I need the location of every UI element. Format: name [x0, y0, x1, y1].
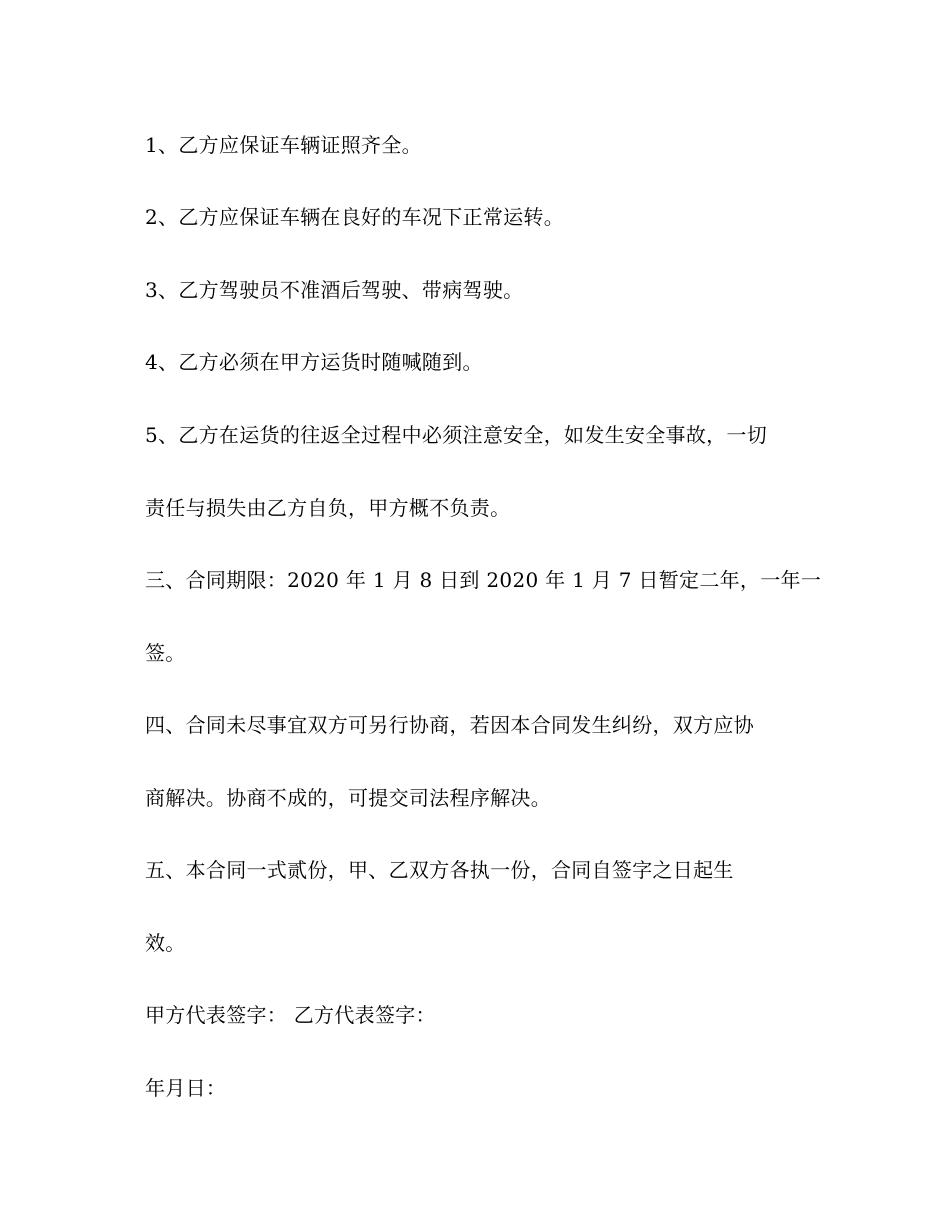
term-clause-line-2: 签。	[145, 641, 186, 665]
date-line: 年月日：	[145, 1076, 227, 1100]
copies-clause-line-1: 五、本合同一式贰份，甲、乙双方各执一份，合同自签字之日起生	[145, 858, 734, 882]
clause-1-line: 1、乙方应保证车辆证照齐全。	[145, 133, 422, 157]
dispute-clause-line-1: 四、合同未尽事宜双方可另行协商，若因本合同发生纠纷，双方应协	[145, 713, 754, 737]
term-clause-line-1: 三、合同期限：2020 年 1 月 8 日到 2020 年 1 月 7 日暂定二年，一年一	[145, 568, 822, 592]
signature-line: 甲方代表签字： 乙方代表签字：	[145, 1003, 436, 1027]
clause-5-line-2: 责任与损失由乙方自负，甲方概不负责。	[145, 496, 511, 520]
clause-4-line: 4、乙方必须在甲方运货时随喊随到。	[145, 350, 483, 374]
dispute-clause-line-2: 商解决。协商不成的，可提交司法程序解决。	[145, 786, 551, 810]
clause-5-line-1: 5、乙方在运货的往返全过程中必须注意安全，如发生安全事故，一切	[145, 423, 768, 447]
clause-3-line: 3、乙方驾驶员不准酒后驾驶、带病驾驶。	[145, 278, 524, 302]
clause-2-line: 2、乙方应保证车辆在良好的车况下正常运转。	[145, 205, 565, 229]
copies-clause-line-2: 效。	[145, 931, 186, 955]
